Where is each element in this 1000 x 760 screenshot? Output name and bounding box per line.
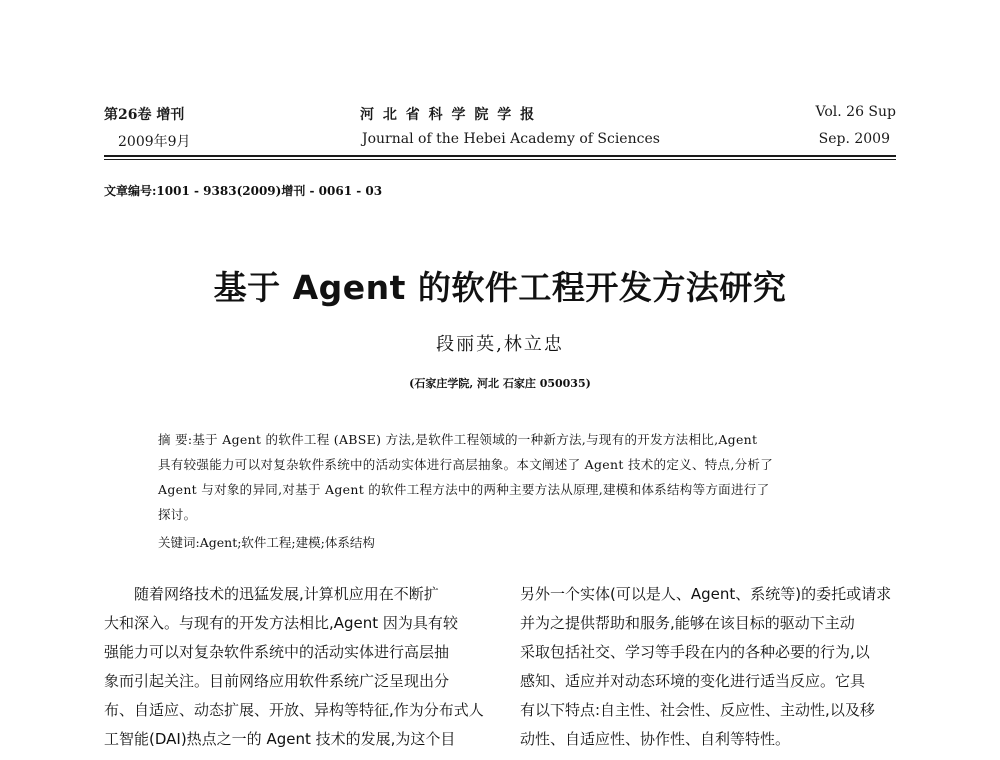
body-line: 布、自适应、动态扩展、开放、异构等特征,作为分布式人 — [104, 701, 484, 719]
header-volume-en: Vol. 26 Sup — [815, 104, 896, 120]
body-line: 动性、自适应性、协作性、自利等特性。 — [520, 730, 791, 748]
article-authors: 段丽英,林立忠 — [436, 334, 564, 355]
abstract — [158, 427, 858, 527]
abstract-line: Agent 与对象的异同,对基于 Agent 的软件工程方法中的两种主要方法从原理,建模和体系结构等方面进行了 — [158, 482, 770, 497]
article-title: 基于 Agent 的软件工程开发方法研究 — [213, 268, 787, 307]
body-left-column — [104, 580, 486, 754]
header-journal-en: Journal of the Hebei Academy of Sciences — [362, 131, 660, 147]
body-line: 工智能(DAI)热点之一的 Agent 技术的发展,为这个目 — [104, 730, 456, 748]
header-journal-cn: 河 北 省 科 学 院 学 报 — [360, 107, 537, 123]
body-line: 随着网络技术的迅猛发展,计算机应用在不断扩 — [134, 585, 439, 603]
article-number: 文章编号:1001 - 9383(2009)增刊 - 0061 - 03 — [104, 184, 383, 198]
header-rule-top — [104, 155, 896, 157]
body-line: 感知、适应并对动态环境的变化进行适当反应。它具 — [520, 672, 866, 690]
abstract-line: 摘 要:基于 Agent 的软件工程 (ABSE) 方法,是软件工程领域的一种新方法,与现有的开发方法相比,Agent — [158, 432, 758, 447]
body-line: 强能力可以对复杂软件系统中的活动实体进行高层抽 — [104, 643, 450, 661]
header-date-cn: 2009年9月 — [118, 134, 191, 150]
body-line: 象而引起关注。目前网络应用软件系统广泛呈现出分 — [104, 672, 450, 690]
body-line: 采取包括社交、学习等手段在内的各种必要的行为,以 — [520, 643, 870, 661]
body-right-column — [520, 580, 902, 754]
abstract-line: 具有较强能力可以对复杂软件系统中的活动实体进行高层抽象。本文阐述了 Agent 技术的定义、特点,分析了 — [158, 457, 774, 472]
body-line: 有以下特点:自主性、社会性、反应性、主动性,以及移 — [520, 701, 875, 719]
header-rule-bottom — [104, 159, 896, 160]
body-line: 另外一个实体(可以是人、Agent、系统等)的委托或请求 — [520, 585, 892, 603]
header-date-en: Sep. 2009 — [818, 131, 890, 147]
header-volume-cn: 第26卷 增刊 — [104, 107, 185, 123]
article-affiliation: (石家庄学院, 河北 石家庄 050035) — [409, 377, 591, 390]
body-line: 并为之提供帮助和服务,能够在该目标的驱动下主动 — [520, 614, 855, 632]
body-line: 大和深入。与现有的开发方法相比,Agent 因为具有较 — [104, 614, 458, 632]
keywords: 关键词:Agent;软件工程;建模;体系结构 — [158, 535, 375, 550]
abstract-line: 探讨。 — [158, 507, 197, 522]
